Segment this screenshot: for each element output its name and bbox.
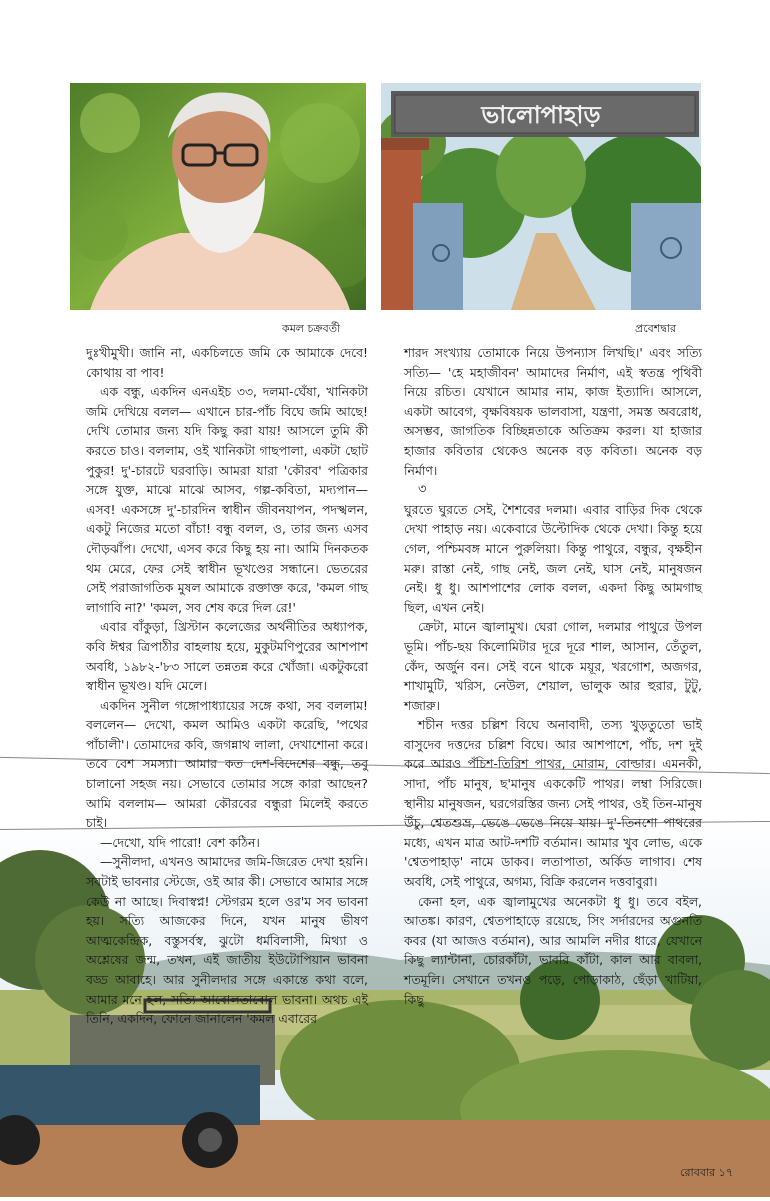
paragraph: —সুনীলদা, এখনও আমাদের জমি-জিরেত দেখা হয়নি। সবটাই ভাবনার স্টেজে, ওই আর কী। সেভাবে আমার সঙ্গে কেউ না আছে। দিবাস্বপ্ন! স্টেগরম হলে ওর'ম সব ভাবনা হয়। সত্যি আজকের দিনে, যখন মানুষ ভীষণ আত্মকেন্দ্রিক, বস্তুসর্বস্ব, ঝুটো ধর্মবিলাসী, মিথ্যা ও অশ্লেষের জন্ম, তখন, এই জাতীয় ইউটোপিয়ান ভাবনা বড্ড আবাহে। আর সুনীলদার সঙ্গে একান্তে কথা বলে, আমার মনে হল, সত্যি আবোলতাবোল ভাবনা। অথচ এই তিনি, একদিন, ফোনে জানালেন 'কমল এবারের [86, 854, 368, 1027]
paragraph: একদিন সুনীল গঙ্গোপাধ্যায়ের সঙ্গে কথা, সব বললাম! বললেন— দেখো, কমল আমিও একটা করেছি, 'পথের পাঁচালী'। তোমাদের কবি, জগন্নাথ লালা, দেখাশোনা করে। তবে বেশ সমস্যা। আমার কত দেশ-বিদেশের বন্ধু, তবু চালানো সহজ নয়। সেভাবে তোমার সঙ্গে কারা আছেন? আমি বললাম— আমরা কৌরবের বন্ধুরা মিলেই করতে চাই। [86, 697, 368, 831]
paragraph: শচীন দত্তর চল্লিশ বিঘে অনাবাদী, তস্য খুড়তুতো ভাই বাসুদেব দত্তদের চল্লিশ বিঘে। আর আশপাশে, পাঁচ, দশ দুই করে আরও পঁচিশ-তিরিশ পাথর, মোরাম, বোল্ডার। এমনকী, সাদা, পাঁচ মানুষ, ছ'মানুষ এককেটি পাথর। লম্বা সিরিজে। স্থানীয় মানুষজন, ঘরগেরস্তির জন্য সেই পাথর, ওই তিন-মানুষ উঁচু, শ্বেতশুভ্র, ভেঙে ভেঙে নিয়ে যায়। দু'-তিনশো পাথরের মধ্যে, এখন মাত্র আট-দশটি বর্তমান। আমার খুব লোভ, একে 'শ্বেতপাহাড়' নামে ডাকব। লতাপাতা, অর্কিড লাগাব। শেষ অবধি, সেই পাথুরে, অগম্য, বিক্রি করলেন দত্তবাবুরা। [404, 717, 702, 890]
portrait-photo [70, 83, 366, 310]
portrait-caption: কমল চক্রবর্তী [282, 322, 341, 335]
paragraph: এক বন্ধু, একদিন এনএইচ ৩৩, দলমা-ঘেঁষা, খানিকটা জমি দেখিয়ে বলল— এখানে চার-পাঁচ বিঘে জমি আছে! দেখি তোমার জন্য যদি কিছু করা যায়! আসলে তুমি কী করতে চাও। বললাম, ওই খানিকটা গাছপালা, একটা ছোট পুকুর! দু'-চারটে ঘরবাড়ি। আমরা যারা 'কৌরব' পত্রিকার সঙ্গে যুক্ত, মাঝে মাঝে আসব, গল্প-কবিতা, মদ্যপান— এসব! একসঙ্গে দু'-চারদিন স্বাধীন জীবনযাপন, পদস্খলন, একটু নিজের মতো বাঁচা! বন্ধু বলল, ও, তার জন্য এসব দৌড়ঝাঁপ। দেখো, এসব করে কিছু হয় না। আমি দিনকতক থম মেরে, ফের সেই স্বাধীন ভূখণ্ডের সন্ধানে। ভেতরের সেই পরাজাগতিক মুষল আমাকে রক্তাক্ত করে, 'কমল গাছ লাগাবি না?' 'কমল, সব শেষ করে দিল রে!' [86, 384, 368, 615]
section-number: ৩ [418, 482, 427, 498]
gate-caption: প্রবেশদ্বার [635, 322, 677, 335]
page-folio: রোববার ১৭ [680, 1166, 733, 1179]
right-column [404, 343, 702, 1009]
paragraph: —দেখো, যদি পারো! বেশ কঠিন। [100, 834, 260, 850]
left-column [86, 343, 368, 1029]
paragraph: দুঃখীমুখী। জানি না, একচিলতে জমি কে আমাকে দেবে! কোথায় বা পাব! [86, 345, 368, 380]
paragraph: ঘুরতে ঘুরতে সেই, শৈশবের দলমা। এবার বাড়ির দিক থেকে দেখা পাহাড় নয়। একেবারে উল্টোদিক থেকে দেখা। কিন্তু হয়ে গেল, পশ্চিমবঙ্গ মানে পুরুলিয়া। কিন্তু পাথুরে, বন্ধুর, বৃক্ষহীন মরু। রাস্তা নেই, গাছ নেই, জল নেই, ঘাস নেই, মানুষজন নেই। ধু ধু। আশপাশের লোক বলল, একদা কিছু আমগাছ ছিল, এখন নেই। [404, 501, 702, 615]
paragraph: এবার বাঁকুড়া, খ্রিস্টান কলেজের অর্থনীতির অধ্যাপক, কবি ঈশ্বর ত্রিপাঠীর বাহলায় হয়ে, মুকুটমণিপুরের আশপাশ অবধি, ১৯৮২-'৮৩ সালে তন্নতন্ন করে খোঁজা। একটুকরো স্বাধীন ভূখণ্ড। যদি মেলে। [86, 619, 368, 694]
paragraph: কেনা হল, এক জ্বালামুখের অনেকটা ধু ধু। তবে বইল, আতঙ্ক। কারণ, শ্বেতপাহাড়ে রয়েছে, সিং সর্দারদের অগুনতি কবর (যা আজও বর্তমান), আর আমলি নদীর ধারে, যেখানে কিছু ল্যান্টানা, চোরকাঁটা, ভাবরি কাঁটা, কাল আর বাবলা, শতমূলি। সেখানে তখনও পড়ে, পোড়াকাঠ, ছেঁড়া খাটিয়া, কিছু [404, 893, 702, 1007]
gate-sign-text: ভালোপাহাড় [481, 101, 601, 129]
paragraph: শারদ সংখ্যায় তোমাকে নিয়ে উপন্যাস লিখছি।' এবং সত্যি সত্যি— 'হে মহাজীবন' আমাদের নির্মাণ, এই স্বতন্ত্র পৃথিবী নিয়ে রচিত। যেখানে আমার নাম, কাজ ইত্যাদি। আসলে, একটা আবেগ, বৃক্ষবিষয়ক ভালবাসা, যন্ত্রণা, সমস্ত অবরোধ, অসম্ভব, জাগতিক বিচ্ছিন্নতাকে অতিক্রম করল। যা হাজার হাজার কবিতার থেকেও অনেক বড় কবিতা। অনেক বড় নির্মাণ। [404, 345, 702, 478]
gate-photo [381, 83, 701, 310]
paragraph: ক্রেটা, মানে জ্বালামুখ। ঘেরা গোল, দলমার পাথুরে উপল ভূমি। পাঁচ-ছয় কিলোমিটার দূরে দূরে শাল, আসান, তেঁতুল, কেঁদ, অর্জুন বন। সেই বনে থাকে ময়ূর, খরগোশ, অজগর, শাখামুটি, খরিস, নেউল, শেয়াল, ভালুক আর হুরার, টুটু, শজারু। [404, 619, 702, 713]
